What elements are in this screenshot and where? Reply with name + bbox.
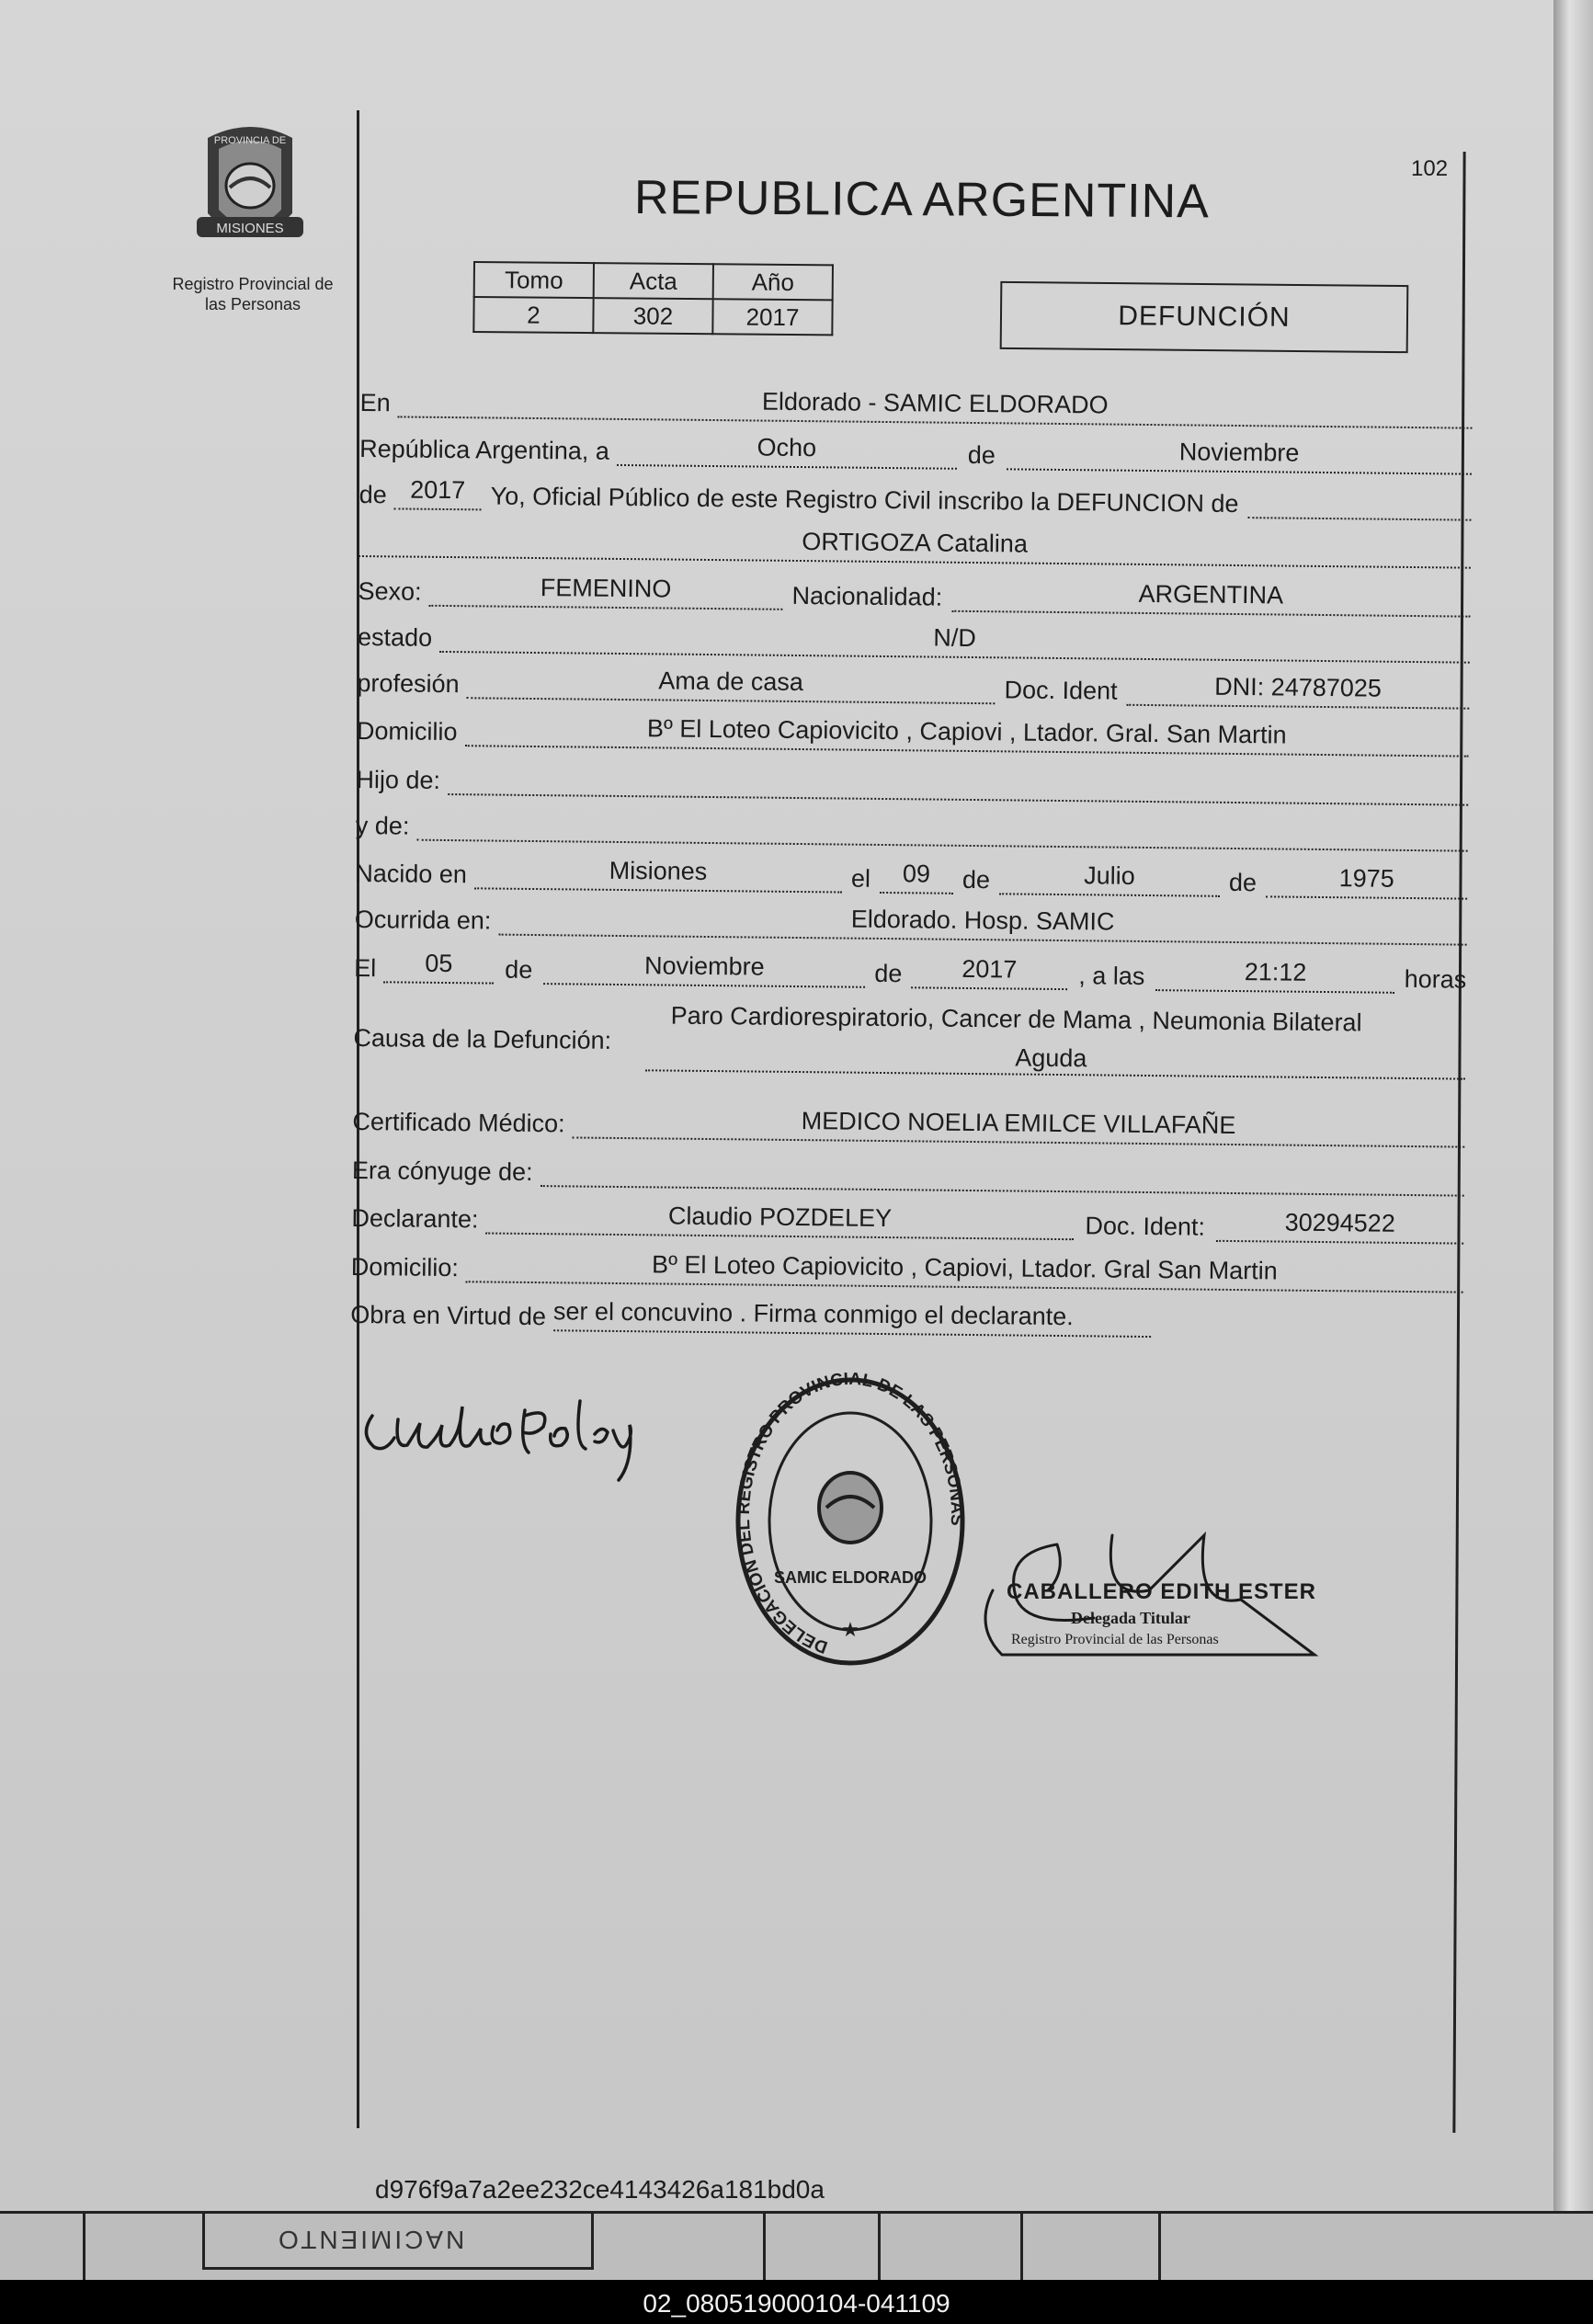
obra-label: Obra en Virtud de [350, 1300, 547, 1331]
record-table [472, 261, 834, 336]
registry-seal [731, 1370, 970, 1673]
yde-label: y de: [355, 811, 410, 840]
sexo-label: Sexo: [358, 576, 422, 606]
birth-day-field: 09 [880, 855, 953, 894]
logo-bottom-text: MISIONES [216, 221, 284, 236]
seal-star-icon: ★ [841, 1619, 859, 1642]
death-el-label: El [354, 953, 377, 983]
record-header-acta: Acta [594, 263, 713, 299]
decl-doc-field: 30294522 [1216, 1203, 1464, 1245]
declarante-label: Declarante: [351, 1203, 479, 1234]
logo-top-text: PROVINCIA DE [213, 135, 287, 146]
registry-line-1: Registro Provincial de [172, 275, 334, 293]
row-cause [353, 991, 1466, 1086]
record-value-anio: 2017 [712, 299, 832, 335]
death-time-field: 21:12 [1155, 952, 1395, 994]
month-field: Noviembre [1007, 431, 1473, 474]
doc-ident-label: Doc. Ident [1004, 676, 1118, 705]
birth-el-label: el [850, 864, 871, 893]
day-field: Ocho [617, 427, 957, 470]
year-field: 2017 [394, 471, 482, 510]
officer-stamp-name: CABALLERO EDITH ESTER [1007, 1579, 1317, 1604]
nacido-label: Nacido en [355, 859, 468, 889]
registry-name [147, 274, 358, 314]
birth-de1-label: de [961, 865, 991, 894]
de-label: de [967, 440, 996, 470]
decl-domicilio-label: Domicilio: [350, 1252, 460, 1282]
en-label: En [359, 388, 391, 417]
domicilio-field: Bº El Loteo Capiovicito , Capiovi , Ltador. Gral. San Martin [464, 708, 1469, 757]
sexo-field: FEMENINO [428, 568, 782, 610]
birth-de2-label: de [1228, 868, 1257, 897]
certificado-label: Certificado Médico: [352, 1107, 565, 1138]
death-year-field: 2017 [911, 950, 1067, 990]
decl-domicilio-field: Bº El Loteo Capiovicito , Capiovi, Ltador. Gral San Martin [466, 1244, 1463, 1293]
certificado-field: MEDICO NOELIA EMILCE VILLAFAÑE [572, 1099, 1464, 1147]
seal-outer-text: DELEGACION DEL REGISTRO PROVINCIAL DE LAS PERSONAS [734, 1370, 967, 1657]
horas-label: horas [1404, 964, 1467, 994]
causa-label: Causa de la Defunción: [353, 1023, 612, 1054]
conyuge-label: Era cónyuge de: [351, 1156, 533, 1187]
year-de-label: de [358, 480, 387, 509]
alas-label: , a las [1078, 962, 1145, 990]
birth-month-field: Julio [999, 856, 1220, 897]
page-edge [1553, 0, 1593, 2243]
doc-ident-field: DNI: 24787025 [1126, 667, 1469, 710]
domicilio-label: Domicilio [356, 716, 458, 746]
declarant-signature [354, 1379, 666, 1498]
death-de2-label: de [874, 959, 903, 988]
death-de1-label: de [505, 955, 533, 984]
inscribo-trailing-field [1247, 480, 1472, 521]
causa-field-line1: Paro Cardiorespiratorio, Cancer de Mama , Neumonia Bilateral [670, 1001, 1362, 1037]
inscribo-text: Yo, Oficial Público de este Registro Civil inscribo la DEFUNCION de [490, 482, 1239, 518]
birth-year-field: 1975 [1266, 859, 1468, 899]
death-day-field: 05 [383, 944, 494, 984]
underlying-sheet-text: NACIMIENTO [276, 2226, 465, 2254]
ocurrida-field: Eldorado. Hosp. SAMIC [498, 897, 1467, 946]
officer-stamp-role: Delegada Titular [1071, 1609, 1190, 1627]
officer-stamp-org: Registro Provincial de las Personas [1011, 1632, 1219, 1647]
record-value-acta: 302 [593, 298, 712, 334]
birthplace-field: Misiones [474, 850, 842, 893]
decl-doc-label: Doc. Ident: [1085, 1212, 1206, 1241]
estado-label: estado [357, 622, 433, 652]
record-header-anio: Año [713, 264, 833, 300]
province-logo [180, 121, 320, 257]
ocurrida-label: Ocurrida en: [354, 905, 492, 935]
death-month-field: Noviembre [543, 946, 865, 988]
record-value-tomo: 2 [473, 297, 593, 333]
seal-inner-text: SAMIC ELDORADO [774, 1568, 927, 1587]
record-header-tomo: Tomo [474, 262, 594, 298]
profesion-label: profesión [357, 668, 460, 699]
registry-line-2: las Personas [204, 295, 302, 313]
nacionalidad-field: ARGENTINA [951, 574, 1471, 618]
profesion-field: Ama de casa [466, 660, 995, 704]
declarante-field: Claudio POZDELEY [485, 1195, 1074, 1240]
document-hash: d976f9a7a2ee232ce4143426a181bd0a [375, 2175, 825, 2204]
republica-label: República Argentina, a [359, 434, 610, 465]
estado-field: N/D [439, 614, 1470, 664]
record-type: DEFUNCIÓN [1118, 301, 1291, 333]
nacionalidad-label: Nacionalidad: [791, 581, 943, 611]
hijo-label: Hijo de: [356, 765, 441, 794]
page-number: 102 [1411, 156, 1449, 181]
footer-id: 02_080519000104-041109 [643, 2289, 950, 2318]
obra-field: ser el concuvino . Firma conmigo el declarante. [553, 1293, 1151, 1338]
underlying-sheet [0, 2211, 1593, 2283]
causa-field-line2: Aguda [1015, 1043, 1087, 1073]
document-title: REPUBLICA ARGENTINA [633, 171, 1211, 229]
record-type-box [1000, 281, 1409, 353]
deceased-name-field: ORTIGOZA Catalina [358, 518, 1471, 569]
place-field: Eldorado - SAMIC ELDORADO [398, 379, 1473, 428]
